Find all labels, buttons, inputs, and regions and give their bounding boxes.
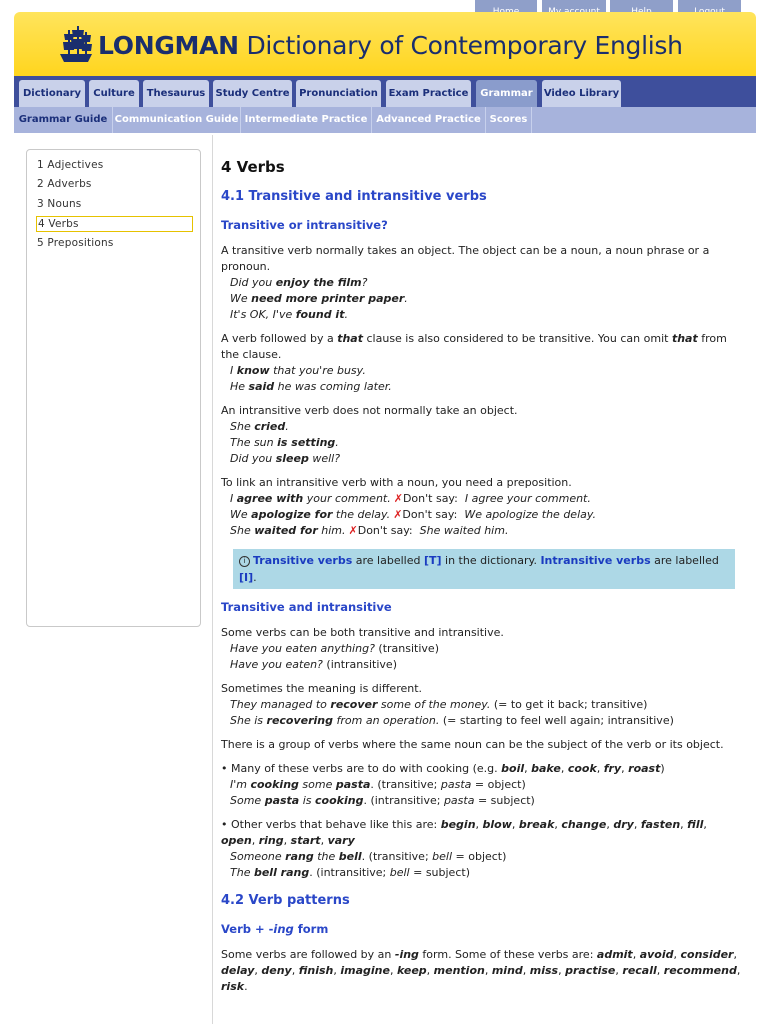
- example-line: The bell rang. (intransitive; bell = subject): [230, 866, 470, 879]
- paragraph-preposition-link: To link an intransitive verb with a noun, you need a preposition.: [221, 476, 572, 489]
- paragraph-transitive-definition: A transitive verb normally takes an object. The object can be a noun, a noun phrase or a pronoun.: [221, 244, 710, 273]
- subheading-verb-ing: Verb + -ing form: [221, 922, 329, 936]
- main-content: [221, 152, 741, 995]
- cross-icon: ✗: [348, 524, 358, 537]
- section-heading-4-2: 4.2 Verb patterns: [221, 893, 350, 908]
- tab-pronunciation[interactable]: Pronunciation: [296, 80, 381, 107]
- paragraph-that-clause: A verb followed by a that clause is also considered to be transitive. You can omit that from the clause.: [221, 332, 727, 361]
- example-line: She cried.: [230, 420, 289, 433]
- example-line: I know that you're busy.: [230, 364, 366, 377]
- sidebar-item-adjectives[interactable]: 1 Adjectives: [37, 159, 104, 171]
- subnav-intermediate-practice[interactable]: Intermediate Practice: [241, 107, 372, 133]
- example-line: It's OK, I've found it.: [230, 308, 348, 321]
- tab-culture[interactable]: Culture: [89, 80, 139, 107]
- site-header: [14, 12, 756, 76]
- tab-thesaurus[interactable]: Thesaurus: [143, 80, 209, 107]
- secondary-nav: [14, 107, 756, 133]
- example-line: They managed to recover some of the money. (= to get it back; transitive): [230, 698, 648, 711]
- chapter-sidebar: [26, 149, 201, 627]
- example-line: Did you sleep well?: [230, 452, 341, 465]
- column-divider: [212, 135, 213, 1024]
- paragraph-meaning-different: Sometimes the meaning is different.: [221, 682, 423, 695]
- section-heading-4-1: 4.1 Transitive and intransitive verbs: [221, 189, 487, 204]
- cross-icon: ✗: [393, 508, 403, 521]
- sidebar-item-prepositions[interactable]: 5 Prepositions: [37, 237, 114, 249]
- paragraph-cooking-verbs: • Many of these verbs are to do with cooking (e.g. boil, bake, cook, fry, roast): [221, 762, 665, 775]
- info-icon: i: [239, 556, 250, 567]
- subheading-transitive-or-intransitive: Transitive or intransitive?: [221, 218, 388, 232]
- subnav-communication-guide[interactable]: Communication Guide: [113, 107, 241, 133]
- example-line: She is recovering from an operation. (= starting to feel well again; intransitive): [230, 714, 674, 727]
- example-line: I'm cooking some pasta. (transitive; pasta = object): [230, 778, 526, 791]
- primary-nav: [14, 76, 756, 107]
- paragraph-ing-verbs: Some verbs are followed by an -ing form. Some of these verbs are: admit, avoid, consider, delay, deny, finish, imagine, keep, mention, mind, miss, practise, recall, recommend, risk.: [221, 948, 741, 993]
- example-line: We need more printer paper.: [230, 292, 408, 305]
- info-note: i Transitive verbs are labelled [T] in the dictionary. Intransitive verbs are labelled [I].: [233, 549, 735, 589]
- example-line: I agree with your comment. ✗Don't say: I agree your comment.: [230, 492, 591, 505]
- example-line: We apologize for the delay. ✗Don't say: We apologize the delay.: [230, 508, 597, 521]
- tab-video-library[interactable]: Video Library: [542, 80, 621, 107]
- example-line: Have you eaten? (intransitive): [230, 658, 397, 671]
- tab-exam-practice[interactable]: Exam Practice: [386, 80, 471, 107]
- tab-grammar[interactable]: Grammar: [476, 80, 537, 107]
- example-line: Have you eaten anything? (transitive): [230, 642, 439, 655]
- subnav-grammar-guide[interactable]: Grammar Guide: [14, 107, 113, 133]
- example-line: Some pasta is cooking. (intransitive; pasta = subject): [230, 794, 535, 807]
- sidebar-item-verbs[interactable]: 4 Verbs: [36, 216, 193, 232]
- example-line: He said he was coming later.: [230, 380, 392, 393]
- tab-dictionary[interactable]: Dictionary: [19, 80, 85, 107]
- paragraph-both: Some verbs can be both transitive and intransitive.: [221, 626, 504, 639]
- brand-title[interactable]: LONGMAN Dictionary of Contemporary English: [98, 31, 683, 60]
- subnav-scores[interactable]: Scores: [486, 107, 532, 133]
- paragraph-other-verbs: • Other verbs that behave like this are: begin, blow, break, change, dry, fasten, fill, open, ring, start, vary: [221, 818, 707, 847]
- sidebar-item-nouns[interactable]: 3 Nouns: [37, 198, 82, 210]
- example-line: She waited for him. ✗Don't say: She waited him.: [230, 524, 509, 537]
- example-line: Did you enjoy the film?: [230, 276, 368, 289]
- paragraph-same-noun: There is a group of verbs where the same noun can be the subject of the verb or its object.: [221, 738, 724, 751]
- paragraph-intransitive-definition: An intransitive verb does not normally take an object.: [221, 404, 518, 417]
- ship-logo-icon[interactable]: [56, 24, 96, 66]
- subnav-advanced-practice[interactable]: Advanced Practice: [372, 107, 486, 133]
- example-line: Someone rang the bell. (transitive; bell = object): [230, 850, 507, 863]
- example-line: The sun is setting.: [230, 436, 339, 449]
- tab-study-centre[interactable]: Study Centre: [213, 80, 292, 107]
- cross-icon: ✗: [393, 492, 403, 505]
- page-title: 4 Verbs: [221, 158, 285, 176]
- sidebar-item-adverbs[interactable]: 2 Adverbs: [37, 178, 92, 190]
- subheading-transitive-and-intransitive: Transitive and intransitive: [221, 600, 392, 614]
